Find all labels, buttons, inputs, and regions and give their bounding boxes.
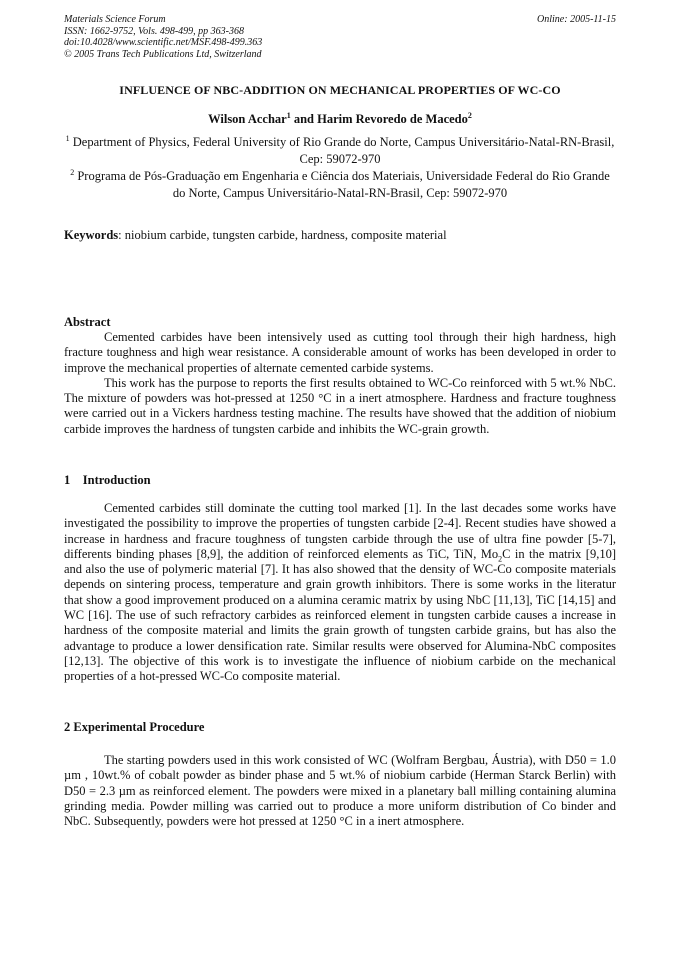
introduction-text-b: C in the matrix [9,10] and also the use of polymeric material [7]. It has also showed that the density of WC-Co composite materials depends on sintering process, temperature and grain growth inhibitors. There is some works in the literatur that show a good improvement produced on a alumina ceramic matrix by using NbC [11,13], TiC [14,15] and WC [16]. The use of such refractory carbides as reinforced element in tungsten carbide causes a increase in hardness of the composite material and limits the grain growth of tungsten carbide grains, but has also the advantage to produce a lower densification rate. Similar results were observed for Alumina-NbC composites [12,13]. The objective of this work is to investigate the influence of niobium carbide on the mechanical properties of a hot-pressed WC-Co composite material. xyxy=(64,546,616,684)
author-2: Harim Revoredo de Macedo xyxy=(317,112,468,126)
affiliation-2-text: Programa de Pós-Graduação em Engenharia e Ciência dos Materiais, Universidade Federal do Rio Grande do Norte, Campus Universitário-Natal-RN-Brasil, Cep: 59072-970 xyxy=(77,169,610,200)
abstract-body xyxy=(64,330,616,437)
keywords-text: : niobium carbide, tungsten carbide, hardness, composite material xyxy=(118,228,447,242)
author-line xyxy=(64,112,616,127)
issn-line: ISSN: 1662-9752, Vols. 498-499, pp 363-368 xyxy=(64,25,244,37)
affiliation-2-mark: 2 xyxy=(70,167,75,177)
experimental-heading: 2 Experimental Procedure xyxy=(64,720,205,734)
paper-title: INFLUENCE OF NBC-ADDITION ON MECHANICAL PROPERTIES OF WC-CO xyxy=(119,83,561,97)
journal-name: Materials Science Forum xyxy=(64,14,166,25)
introduction-text-a: Cemented carbides still dominate the cutting tool marked [1]. In the last decades some works have investigated the possibility to improve the properties of tungsten carbide [2-4]. Recent studies have showed a increase in hardness and fracure toughness of tungsten carbide through the use of ultra fine powder [5-7], differents binding phases [8,9], the addition of reinforced elements as TiC, TiN, Mo xyxy=(64,501,616,561)
introduction-paragraph xyxy=(64,501,616,685)
introduction-heading xyxy=(64,473,616,488)
online-date: Online: 2005-11-15 xyxy=(537,14,616,25)
affiliation-2 xyxy=(64,168,616,202)
author-2-affil-mark: 2 xyxy=(467,110,472,120)
keywords xyxy=(64,228,616,243)
affiliation-1-mark: 1 xyxy=(65,133,70,143)
abstract-heading: Abstract xyxy=(64,315,111,329)
copyright-line: © 2005 Trans Tech Publications Ltd, Switzerland xyxy=(64,48,262,60)
author-conjunction: and xyxy=(290,112,318,126)
introduction-subscript: 2 xyxy=(498,554,503,564)
doi-line: doi:10.4028/www.scientific.net/MSF.498-499.363 xyxy=(64,37,263,48)
affiliation-1 xyxy=(64,134,616,168)
introduction-body xyxy=(64,501,616,685)
affiliations xyxy=(64,134,616,202)
affiliation-1-text: Department of Physics, Federal University of Rio Grande do Norte, Campus Universitário-Natal-RN-Brasil, Cep: 59072-970 xyxy=(72,135,615,166)
introduction-heading-text: 1 Introduction xyxy=(64,473,151,487)
author-1: Wilson Acchar xyxy=(208,112,287,126)
author-1-affil-mark: 1 xyxy=(286,110,291,120)
abstract-paragraph-2: This work has the purpose to reports the first results obtained to WC-Co reinforced with 5 wt.% NbC. The mixture of powders was hot-pressed at 1250 °C in a inert atmosphere. Hardness and fracture toughness were carried out in a Vickers hardness testing machine. The results have showed that the addition of niobium carbide improves the hardness of tungsten carbide and inhibits the WC-grain growth. xyxy=(64,375,616,436)
experimental-paragraph: The starting powders used in this work consisted of WC (Wolfram Bergbau, Áustria), with D50 = 1.0 µm , 10wt.% of cobalt powder as binder phase and 5 wt.% of niobium carbide (Herman Starck Berlin) with D50 = 2.3 µm as reinforced element. The powders were mixed in a planetary ball milling containing alumina grinding media. Powder milling was carried out to produce a more uniform distribution of Co binder and NbC. Subsequently, powders were hot pressed at 1250 °C in a inert atmosphere. xyxy=(64,753,616,829)
experimental-body xyxy=(64,753,616,829)
abstract-paragraph-1: Cemented carbides have been intensively used as cutting tool through their high hardness, high fracture toughness and high wear resistance. A considerable amount of works has been developed in order to improve the mechanical properties of alternate cemented carbide systems. xyxy=(64,330,616,375)
journal-header xyxy=(64,14,616,60)
keywords-label: Keywords xyxy=(64,228,119,242)
